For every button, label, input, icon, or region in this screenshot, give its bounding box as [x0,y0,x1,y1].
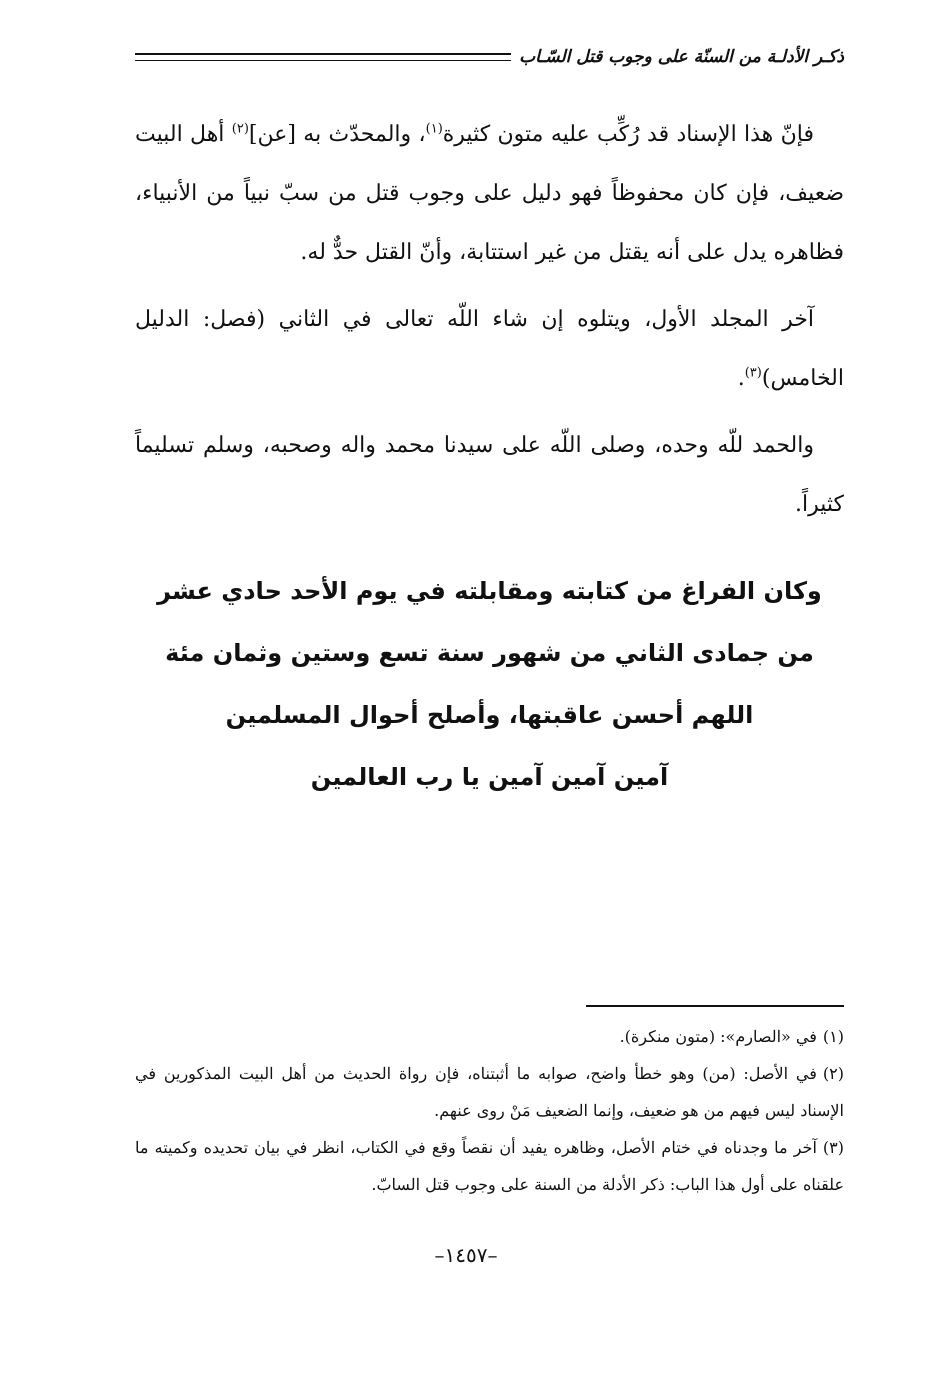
footnote-1 [135,1018,844,1055]
header-rule [135,53,511,61]
footnote-text: في «الصارم»: (متون منكرة). [619,1027,817,1046]
footnote-separator [586,1005,844,1007]
footnote-text: آخر ما وجدناه في ختام الأصل، وظاهره يفيد أن نقصاً وقع في الكتاب، انظر في بيان تحديده وكميته ما علقناه على أول هذا الباب: ذكر الأدلة من السنة على وجوب قتل السابّ. [135,1138,844,1194]
paragraph-1 [135,105,844,282]
running-header [135,42,844,72]
footnote-number: (٢) [822,1064,844,1083]
main-text [135,105,844,542]
colophon [135,560,844,808]
footnote-number: (١) [822,1027,844,1046]
paragraph-2-end: . [737,366,745,391]
paragraph-3-text: والحمد للّه وحده، وصلى اللّه على سيدنا محمد واله وصحبه، وسلم تسليماً كثيراً. [135,433,844,517]
footnote-number: (٣) [822,1138,844,1157]
footnotes [135,1018,844,1203]
footnote-text: في الأصل: (من) وهو خطأ واضح، صوابه ما أثبتناه، فإن رواة الحديث من أهل البيت المذكورين في الإسناد ليس فيهم من هو ضعيف، وإنما الضعيف مَنْ روى عنهم. [135,1064,844,1120]
paragraph-2 [135,290,844,408]
paragraph-1-mid: ، والمحدّث به [عن] [248,122,426,147]
footnote-ref-1[interactable]: (١) [425,121,443,137]
footnote-2 [135,1055,844,1129]
colophon-line-2: من جمادى الثاني من شهور سنة تسع وستين وثمان مئة [165,639,814,667]
running-header-title: ذكـر الأدلـة من السنّة على وجوب قتل السّـاب [519,47,844,67]
paragraph-1-start: فإنّ هذا الإسناد قد رُكِّب عليه متون كثيرة [442,122,815,147]
footnote-ref-3[interactable]: (٣) [744,365,762,381]
footnote-ref-2[interactable]: (٢) [231,121,249,137]
colophon-line-1: وكان الفراغ من كتابته ومقابلته في يوم الأحد حادي عشر [157,577,822,605]
colophon-line-3: اللهم أحسن عاقبتها، وأصلح أحوال المسلمين [225,701,754,729]
paragraph-2-text: آخر المجلد الأول، ويتلوه إن شاء اللّه تعالى في الثاني (فصل: الدليل الخامس) [135,307,844,391]
paragraph-3 [135,416,844,534]
colophon-line-4: آمين آمين آمين يا رب العالمين [310,763,669,791]
page-number: –١٤٥٧– [434,1243,498,1267]
paragraph-1-end: أهل البيت ضعيف، فإن كان محفوظاً فهو دليل على وجوب قتل من سبّ نبياً من الأنبياء، فظاهره يدل على أنه يقتل من غير استتابة، وأنّ القتل حدٌّ له. [135,122,844,265]
footnote-3 [135,1129,844,1203]
